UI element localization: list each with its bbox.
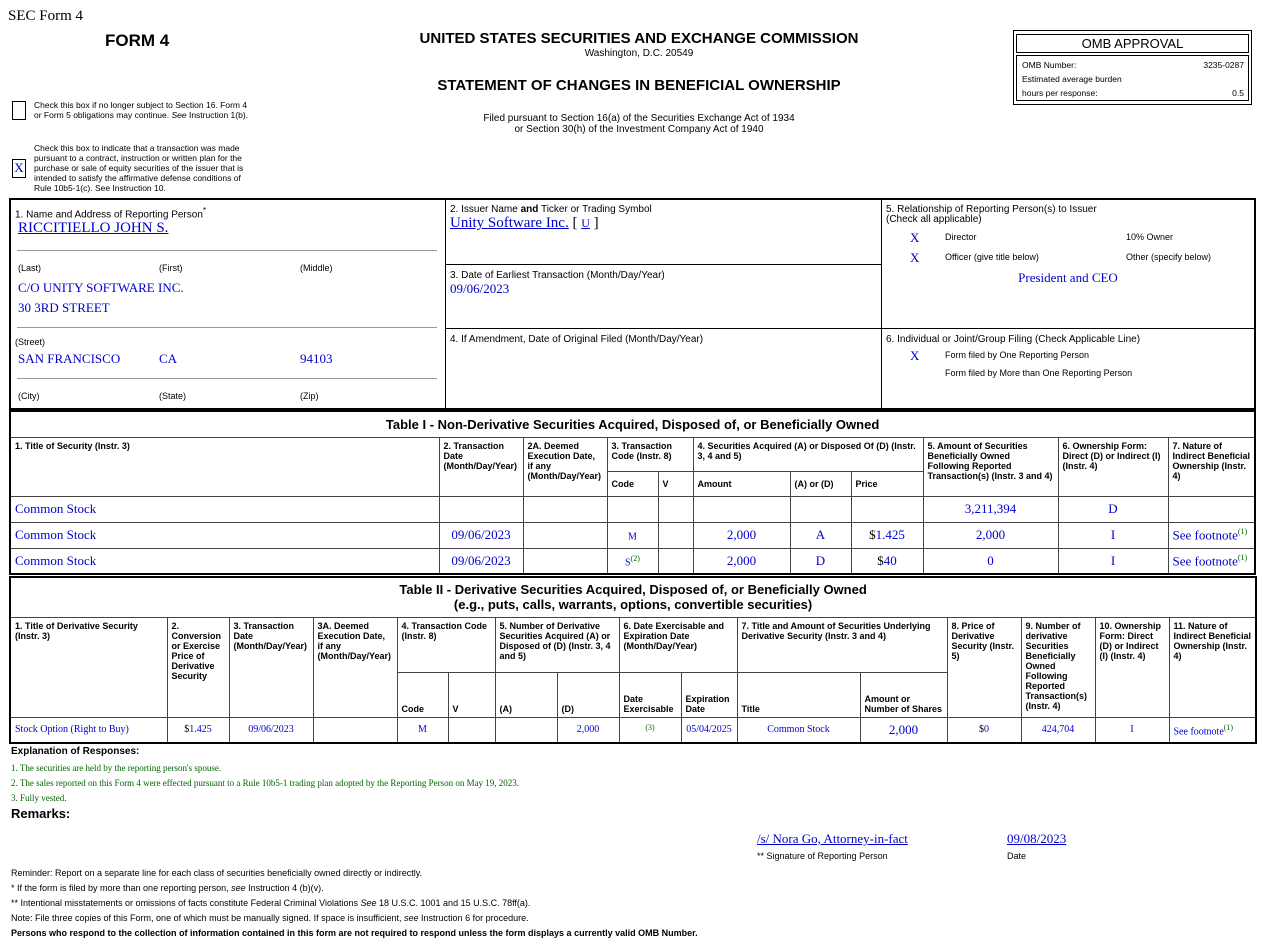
filing-label: 6. Individual or Joint/Group Filing (Check Applicable Line)	[886, 334, 1141, 345]
t1-sub-v: V	[658, 471, 693, 496]
footer-line-3-see: See	[360, 898, 377, 908]
zip-value: 94103	[300, 351, 333, 366]
transaction-v	[658, 496, 693, 522]
acquired	[495, 717, 557, 743]
one-person-label: Form filed by One Reporting Person	[945, 350, 1090, 360]
footer-line-1: Reminder: Report on a separate line for each class of securities beneficially owned directly or indirectly.	[11, 868, 423, 878]
ticker-close: ]	[593, 215, 599, 231]
checkbox1-line2b: Instruction 1(b).	[186, 110, 249, 120]
signature-date	[1007, 831, 1066, 847]
price	[851, 522, 923, 548]
divider	[17, 327, 437, 328]
earliest-date-label: 3. Date of Earliest Transaction (Month/Day/Year)	[450, 270, 665, 281]
transaction-code-value: S	[625, 556, 631, 568]
transaction-code	[607, 548, 658, 574]
checkbox1-line2	[34, 110, 248, 120]
table-1	[9, 410, 1256, 575]
state-label: (State)	[159, 391, 187, 401]
deemed-date	[523, 548, 607, 574]
transaction-code	[607, 522, 658, 548]
security-title	[10, 548, 439, 574]
t2-sub-a: (A)	[495, 672, 557, 717]
owned-following-value: 0	[987, 552, 994, 568]
a-or-d	[790, 522, 851, 548]
t2-header-code: 4. Transaction Code (Instr. 8)	[397, 617, 495, 672]
omb-details	[1016, 55, 1249, 101]
transaction-v	[658, 522, 693, 548]
rp-label-sup: *	[202, 206, 207, 215]
t2-header-underlying: 7. Title and Amount of Securities Underlying Derivative Security (Instr. 3 and 4)	[737, 617, 947, 672]
transaction-date	[439, 548, 523, 574]
ownership-nature-value: See footnote	[1172, 552, 1238, 568]
owned-following	[923, 496, 1058, 522]
filed-line-2: or Section 30(h) of the Investment Company Act of 1940	[514, 124, 764, 135]
amount-value: 2,000	[726, 527, 757, 542]
agency-title: UNITED STATES SECURITIES AND EXCHANGE COMMISSION	[419, 30, 859, 47]
table-row	[10, 717, 1256, 743]
ownership-nature	[1169, 717, 1256, 743]
footer-line-3	[11, 896, 698, 911]
footer-line-3b: 18 U.S.C. 1001 and 15 U.S.C. 78ff(a).	[376, 898, 531, 908]
footer-line-3a: ** Intentional misstatements or omissions of facts constitute Federal Criminal Violations	[11, 898, 361, 908]
owned-following-value: 2,000	[975, 527, 1006, 542]
signature-name	[757, 831, 908, 847]
middle-label: (Middle)	[300, 263, 333, 273]
t2-sub-v: V	[448, 672, 495, 717]
transaction-date	[439, 496, 523, 522]
omb-burden-label: Estimated average burden	[1022, 74, 1122, 84]
amendment-box	[445, 328, 882, 409]
ownership-nature	[1168, 496, 1255, 522]
filed-line-1: Filed pursuant to Section 16(a) of the Securities Exchange Act of 1934	[483, 113, 795, 124]
t1-header-date: 2. Transaction Date (Month/Day/Year)	[439, 437, 523, 496]
owned-following-value: 3,211,394	[964, 501, 1017, 516]
ownership-nature-value: See footnote	[1173, 725, 1224, 737]
owned-following	[923, 548, 1058, 574]
t1-header-acquired: 4. Securities Acquired (A) or Disposed Of (D) (Instr. 3, 4 and 5)	[693, 437, 923, 471]
street-label: (Street)	[15, 337, 46, 347]
statement-title: STATEMENT OF CHANGES IN BENEFICIAL OWNERSHIP	[437, 77, 841, 94]
t2-header-exercisable: 6. Date Exercisable and Expiration Date (Month/Day/Year)	[619, 617, 737, 672]
security-title-value: Common Stock	[15, 527, 97, 542]
conversion-price-symbol: $	[184, 724, 190, 736]
amendment-label: 4. If Amendment, Date of Original Filed (Month/Day/Year)	[450, 334, 704, 345]
t1-header-nature: 7. Nature of Indirect Beneficial Ownership (Instr. 4)	[1168, 437, 1255, 496]
footer-line-4a: Note: File three copies of this Form, one of which must be manually signed. If space is insufficient,	[11, 913, 405, 923]
city-label: (City)	[18, 391, 40, 401]
t1-header-deemed: 2A. Deemed Execution Date, if any (Month/Day/Year)	[523, 437, 607, 496]
relationship-label-1: 5. Relationship of Reporting Person(s) to Issuer	[886, 204, 1097, 215]
deemed-date	[523, 522, 607, 548]
price	[851, 548, 923, 574]
price-value: 40	[883, 552, 897, 568]
issuer-box	[445, 199, 882, 265]
signature-link[interactable]: /s/ Nora Go, Attorney-in-fact	[757, 831, 908, 846]
expiration-date	[681, 717, 737, 743]
a-or-d	[790, 496, 851, 522]
reporting-person-box	[10, 199, 446, 409]
ten-percent-owner-label: 10% Owner	[1126, 232, 1174, 242]
ticker-link[interactable]: U	[581, 216, 590, 230]
omb-title: OMB APPROVAL	[1016, 34, 1249, 53]
t1-header-title: 1. Title of Security (Instr. 3)	[10, 437, 439, 496]
reporting-person-label	[15, 206, 206, 220]
checkbox2-line: purchase or sale of equity securities of the issuer that is	[34, 163, 244, 173]
table-row	[10, 522, 1255, 548]
transaction-v	[448, 717, 495, 743]
deemed-date	[523, 496, 607, 522]
table-2-title-1: Table II - Derivative Securities Acquired, Disposed of, or Beneficially Owned	[399, 582, 867, 598]
t1-sub-code: Code	[607, 471, 658, 496]
many-persons-label: Form filed by More than One Reporting Person	[945, 368, 1133, 378]
t2-header-title: 1. Title of Derivative Security (Instr. 3)	[10, 617, 167, 717]
address-line-1: C/O UNITY SOFTWARE INC.	[18, 280, 184, 295]
section16-checkbox[interactable]	[12, 101, 26, 120]
derivative-title	[10, 717, 167, 743]
t2-header-number: 5. Number of Derivative Securities Acquired (A) or Disposed of (D) (Instr. 3, 4 and 5)	[495, 617, 619, 672]
transaction-date-value: 09/06/2023	[248, 724, 294, 736]
security-title-value: Common Stock	[15, 552, 97, 568]
transaction-date	[229, 717, 313, 743]
ownership-form-value: I	[1110, 552, 1116, 568]
checkbox2-line: Rule 10b5-1(c). See Instruction 10.	[34, 183, 166, 193]
reporting-person-link[interactable]: RICCITIELLO JOHN S.	[18, 220, 169, 236]
city-value: SAN FRANCISCO	[18, 351, 121, 366]
section16-checkbox-label	[34, 100, 248, 120]
explanation-notes	[11, 761, 519, 806]
amount	[693, 522, 790, 548]
filing-box	[881, 328, 1255, 409]
filed-pursuant	[340, 113, 938, 135]
signature-label: ** Signature of Reporting Person	[757, 851, 888, 861]
transaction-code-footnote: (2)	[630, 553, 640, 563]
relationship-box	[881, 199, 1255, 329]
t2-header-price: 8. Price of Derivative Security (Instr. 5)	[947, 617, 1021, 717]
t2-header-owned: 9. Number of derivative Securities Beneficially Owned Following Reported Transaction(s) (Instr. 4)	[1021, 617, 1095, 717]
omb-number: 3235-0287	[1203, 60, 1244, 70]
sec-form-label: SEC Form 4	[8, 8, 84, 24]
ownership-nature	[1168, 522, 1255, 548]
t2-sub-d: (D)	[557, 672, 619, 717]
transaction-code-value: M	[628, 531, 637, 543]
officer-label: Officer (give title below)	[945, 252, 1039, 262]
transaction-date-value: 09/06/2023	[451, 527, 511, 542]
omb-number-label: OMB Number:	[1022, 60, 1077, 70]
owned-following	[923, 522, 1058, 548]
expiration-date-value: 05/04/2025	[686, 724, 732, 736]
footer-notes	[11, 866, 698, 941]
issuer-label-b: Ticker or Trading Symbol	[538, 204, 652, 215]
omb-approval-box	[1013, 30, 1252, 105]
t2-header-date: 3. Transaction Date (Month/Day/Year)	[229, 617, 313, 717]
transaction-code-value: M	[418, 724, 427, 736]
director-label: Director	[945, 232, 977, 242]
rp-label-text: 1. Name and Address of Reporting Person	[15, 209, 203, 221]
date-exercisable-footnote: (3)	[645, 722, 655, 732]
footer-line-2b: Instruction 4 (b)(v).	[245, 883, 324, 893]
t1-sub-amount: Amount	[693, 471, 790, 496]
rule10b5-checkbox[interactable]: X	[12, 159, 26, 178]
remarks-label: Remarks:	[11, 806, 71, 821]
security-title	[10, 522, 439, 548]
transaction-date-value: 09/06/2023	[451, 552, 511, 568]
disposed	[557, 717, 619, 743]
checkbox2-line: Check this box to indicate that a transaction was made	[34, 143, 240, 153]
footer-line-5: Persons who respond to the collection of information contained in this form are not required to respond unless the form displays a currently valid OMB Number.	[11, 928, 698, 938]
t2-header-nature: 11. Nature of Indirect Beneficial Ownership (Instr. 4)	[1169, 617, 1256, 717]
date-label: Date	[1007, 851, 1027, 861]
ownership-nature-footnote: (1)	[1237, 552, 1248, 562]
reporting-person-name[interactable]	[18, 220, 168, 237]
amount-value: 2,000	[726, 552, 757, 568]
a-or-d	[790, 548, 851, 574]
state-value: CA	[159, 351, 178, 366]
ownership-form-value: I	[1130, 724, 1134, 736]
conversion-price-value: 1.425	[189, 724, 212, 736]
earliest-date-box	[445, 264, 882, 329]
derivative-price-symbol: $	[979, 724, 984, 736]
address-line-2: 30 3RD STREET	[18, 300, 110, 315]
ownership-form	[1058, 522, 1168, 548]
ticker-open: [	[572, 215, 578, 231]
ownership-nature	[1168, 548, 1255, 574]
price-symbol: $	[869, 527, 876, 542]
date-exercisable	[619, 717, 681, 743]
director-mark[interactable]: X	[910, 230, 920, 245]
amount	[693, 548, 790, 574]
zip-label: (Zip)	[300, 391, 319, 401]
ownership-form	[1058, 548, 1168, 574]
deemed-date	[313, 717, 397, 743]
issuer-label-and: and	[520, 204, 539, 215]
t1-sub-price: Price	[851, 471, 923, 496]
ownership-form	[1095, 717, 1169, 743]
price	[851, 496, 923, 522]
ownership-form-value: I	[1110, 527, 1116, 542]
ownership-nature-value: See footnote	[1172, 527, 1238, 543]
t2-sub-code: Code	[397, 672, 448, 717]
ownership-form	[1058, 496, 1168, 522]
ownership-nature-footnote: (1)	[1237, 526, 1248, 536]
divider	[17, 378, 437, 379]
t2-sub-amount: Amount or Number of Shares	[860, 672, 947, 717]
footer-line-4-see: see	[404, 913, 419, 923]
owned-following-value: 424,704	[1041, 724, 1075, 736]
form-title: FORM 4	[105, 31, 170, 50]
underlying-amount	[860, 717, 947, 743]
relationship-label-2: (Check all applicable)	[886, 214, 982, 225]
table-row	[10, 548, 1255, 574]
owned-following	[1021, 717, 1095, 743]
t2-sub-expiration: Expiration Date	[681, 672, 737, 717]
checkbox1-see: See	[171, 110, 187, 120]
table-row	[10, 496, 1255, 522]
one-person-mark[interactable]: X	[910, 348, 920, 363]
disposed-value: 2,000	[576, 724, 600, 736]
t2-header-form: 10. Ownership Form: Direct (D) or Indirect (I) (Instr. 4)	[1095, 617, 1169, 717]
ownership-form-value: D	[1108, 501, 1118, 516]
derivative-title-value: Stock Option (Right to Buy)	[15, 724, 129, 736]
security-title-value: Common Stock	[15, 501, 97, 516]
t2-sub-title: Title	[737, 672, 860, 717]
price-value: 1.425	[875, 527, 905, 542]
transaction-code	[397, 717, 448, 743]
t1-sub-aord: (A) or (D)	[790, 471, 851, 496]
table-2-title-2: (e.g., puts, calls, warrants, options, convertible securities)	[453, 597, 813, 613]
last-label: (Last)	[18, 263, 42, 273]
explanation-note: 3. Fully vested.	[11, 793, 67, 803]
footer-line-2-see: see	[231, 883, 246, 893]
t2-header-deemed: 3A. Deemed Execution Date, if any (Month/Day/Year)	[313, 617, 397, 717]
issuer-name-link[interactable]: Unity Software Inc.	[450, 215, 569, 231]
t1-header-owned: 5. Amount of Securities Beneficially Owned Following Reported Transaction(s) (Instr. 3 and 4)	[923, 437, 1058, 496]
t2-header-conversion: 2. Conversion or Exercise Price of Derivative Security	[167, 617, 229, 717]
omb-hours: 0.5	[1232, 88, 1244, 98]
omb-hours-label: hours per response:	[1022, 88, 1098, 98]
checkbox1-line2a: or Form 5 obligations may continue.	[34, 110, 172, 120]
checkbox1-line1: Check this box if no longer subject to Section 16. Form 4	[34, 100, 248, 110]
issuer-name-row	[450, 215, 599, 232]
conversion-price	[167, 717, 229, 743]
t2-sub-exercisable: Date Exercisable	[619, 672, 681, 717]
officer-title: President and CEO	[1018, 270, 1118, 285]
explanation-label: Explanation of Responses:	[11, 746, 140, 757]
officer-mark[interactable]: X	[910, 250, 920, 265]
amount	[693, 496, 790, 522]
footer-line-2a: * If the form is filed by more than one reporting person,	[11, 883, 232, 893]
checkbox2-line: intended to satisfy the affirmative defense conditions of	[34, 173, 241, 183]
ownership-nature-footnote: (1)	[1223, 722, 1234, 732]
transaction-v	[658, 548, 693, 574]
a-or-d-value: A	[815, 527, 826, 542]
transaction-code	[607, 496, 658, 522]
earliest-date-value: 09/06/2023	[450, 281, 510, 296]
price-symbol: $	[877, 552, 884, 568]
derivative-price	[947, 717, 1021, 743]
checkbox2-line: pursuant to a contract, instruction or written plan for the	[34, 153, 242, 163]
other-label: Other (specify below)	[1126, 252, 1212, 262]
explanation-note: 1. The securities are held by the reporting person's spouse.	[11, 763, 222, 773]
issuer-label	[450, 204, 652, 215]
underlying-amount-value: 2,000	[888, 721, 919, 737]
underlying-title-value: Common Stock	[767, 724, 830, 736]
table-1-title: Table I - Non-Derivative Securities Acquired, Disposed of, or Beneficially Owned	[10, 411, 1255, 437]
rule10b5-checkbox-label	[34, 143, 243, 193]
footer-line-4b: Instruction 6 for procedure.	[418, 913, 529, 923]
agency-location: Washington, D.C. 20549	[584, 48, 694, 59]
underlying-title	[737, 717, 860, 743]
explanation-note: 2. The sales reported on this Form 4 were effected pursuant to a Rule 10b5-1 trading plan adopted by the Reporting Person on May 19, 2023.	[11, 778, 520, 788]
footer-line-4	[11, 911, 698, 926]
security-title	[10, 496, 439, 522]
derivative-price-value: 0	[984, 724, 989, 736]
relationship-label	[886, 205, 1097, 225]
signature-date-link[interactable]: 09/08/2023	[1007, 831, 1067, 846]
transaction-date	[439, 522, 523, 548]
t1-header-code: 3. Transaction Code (Instr. 8)	[607, 437, 693, 471]
first-label: (First)	[159, 263, 183, 273]
divider	[17, 250, 437, 251]
a-or-d-value: D	[815, 552, 826, 568]
footer-line-2	[11, 881, 698, 896]
issuer-label-a: 2. Issuer Name	[450, 204, 521, 215]
t1-header-form: 6. Ownership Form: Direct (D) or Indirect (I) (Instr. 4)	[1058, 437, 1168, 496]
table-2	[9, 576, 1257, 744]
table-2-title	[10, 577, 1256, 617]
